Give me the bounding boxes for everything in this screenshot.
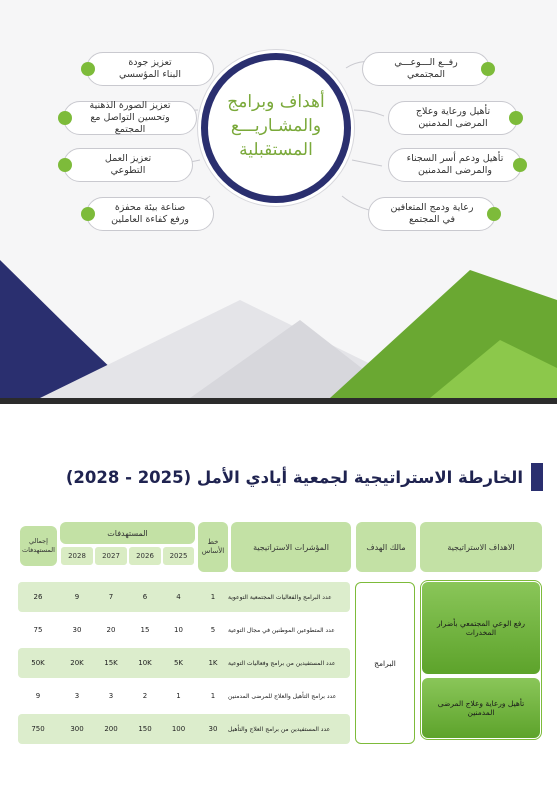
green-dot-icon [58,158,72,172]
strategy-map-page [0,404,557,798]
goals-infographic-page [0,0,557,398]
green-dot-icon [81,62,95,76]
header-year-2028: 2028 [60,546,94,566]
target-2028-cell: 300 [70,725,84,733]
target-2025-cell: 10 [174,626,183,634]
green-dot-icon [513,158,527,172]
green-dot-icon [58,111,72,125]
goal-pill-rehab-addicts: تأهيل ورعاية وعلاج المرضى المدمنين [388,101,518,135]
header-year-2025: 2025 [162,546,195,566]
title-accent-bar [531,463,543,491]
target-2025-cell: 1 [176,692,181,700]
baseline-cell: 1 [210,692,216,700]
target-2026-cell: 10K [138,659,152,667]
target-2027-cell: 3 [108,692,114,700]
table-row [18,681,350,711]
table-row [18,615,350,645]
indicator-cell: عدد المستفيدين من برامج وفعاليات التوعية [228,659,336,667]
goal-pill-institutional-quality: تعزيز جودة البناء المؤسسي [86,52,214,86]
target-2027-cell: 20 [106,626,116,634]
table-row [18,582,350,612]
central-circle [201,53,351,203]
header-year-2026: 2026 [128,546,162,566]
header-year-2027: 2027 [94,546,128,566]
page-title: الخارطة الاستراتيجية لجمعية أيادي الأمل (2025 - 2028) [65,467,523,487]
green-dot-icon [81,207,95,221]
header-targets: المستهدفات [60,522,195,544]
target-2028-cell: 9 [74,593,80,601]
indicator-cell: عدد المستفيدين من برامج العلاج والتأهيل [228,725,331,733]
target-2025-cell: 5K [173,659,184,667]
total-cell: 50K [31,659,45,667]
total-cell: 750 [31,725,45,733]
target-2026-cell: 6 [142,593,148,601]
total-cell: 9 [35,692,41,700]
goal-owner-cell: البرامج [355,582,415,744]
goal-pill-recovered-integration: رعاية ودمج المتعافين في المجتمع [368,197,496,231]
target-2026-cell: 15 [140,626,150,634]
target-2025-cell: 100 [171,725,186,733]
target-2027-cell: 200 [104,725,118,733]
table-row [18,648,350,678]
target-2026-cell: 150 [138,725,152,733]
baseline-cell: 1K [208,659,218,667]
baseline-cell: 5 [210,626,216,634]
circle-title: أهداف وبرامج والمشـاريـــع المستقبلية [227,92,325,160]
table-row [18,714,350,744]
header-baseline: خط الأساس [198,522,228,572]
target-2025-cell: 4 [176,593,181,601]
indicator-cell: عدد المتطوعين الموطنين في مجال التوعية [228,626,335,634]
goal-rehab-cell: تأهيل ورعاية وعلاج المرضى المدمنين [422,678,540,738]
target-2028-cell: 30 [72,626,82,634]
goal-pill-community-awareness: رفــع الـــوعـــي المجتمعي [362,52,490,86]
goal-pill-work-environment: صناعة بيئة محفزة ورفع كفاءة العاملين [86,197,214,231]
target-2028-cell: 20K [70,659,84,667]
total-cell: 75 [33,626,43,634]
goal-awareness-cell: رفع الوعي المجتمعي بأضرار المخدرات [422,582,540,674]
indicator-cell: عدد البرامج والفعاليات المجتمعية التوعوية [228,593,332,601]
target-2027-cell: 15K [104,659,118,667]
goal-pill-volunteering: تعزيز العمل التطوعي [63,148,193,182]
green-dot-icon [509,111,523,125]
baseline-cell: 30 [208,725,218,733]
header-goals: الاهداف الاستراتيجية [420,522,542,572]
header-owner: مالك الهدف [356,522,416,572]
baseline-cell: 1 [210,593,216,601]
green-dot-icon [481,62,495,76]
header-total: إجمالي المستهدفات [20,526,57,566]
green-dot-icon [487,207,501,221]
target-2026-cell: 2 [142,692,148,700]
title-row [66,462,543,492]
header-indicators: المؤشرات الاستراتيجية [231,522,351,572]
target-2027-cell: 7 [108,593,114,601]
indicator-cell: عدد برامج التأهيل والعلاج للمرضى المدمنين [228,692,337,700]
goal-pill-image-communication: تعزيز الصورة الذهنية وتحسين التواصل مع المجتمع [63,101,197,135]
target-2028-cell: 3 [74,692,80,700]
goal-pill-prisoner-families: تأهيل ودعم أسر السجناء والمرضى المدمنين [388,148,522,182]
strategy-table [18,522,542,794]
total-cell: 26 [33,593,43,601]
